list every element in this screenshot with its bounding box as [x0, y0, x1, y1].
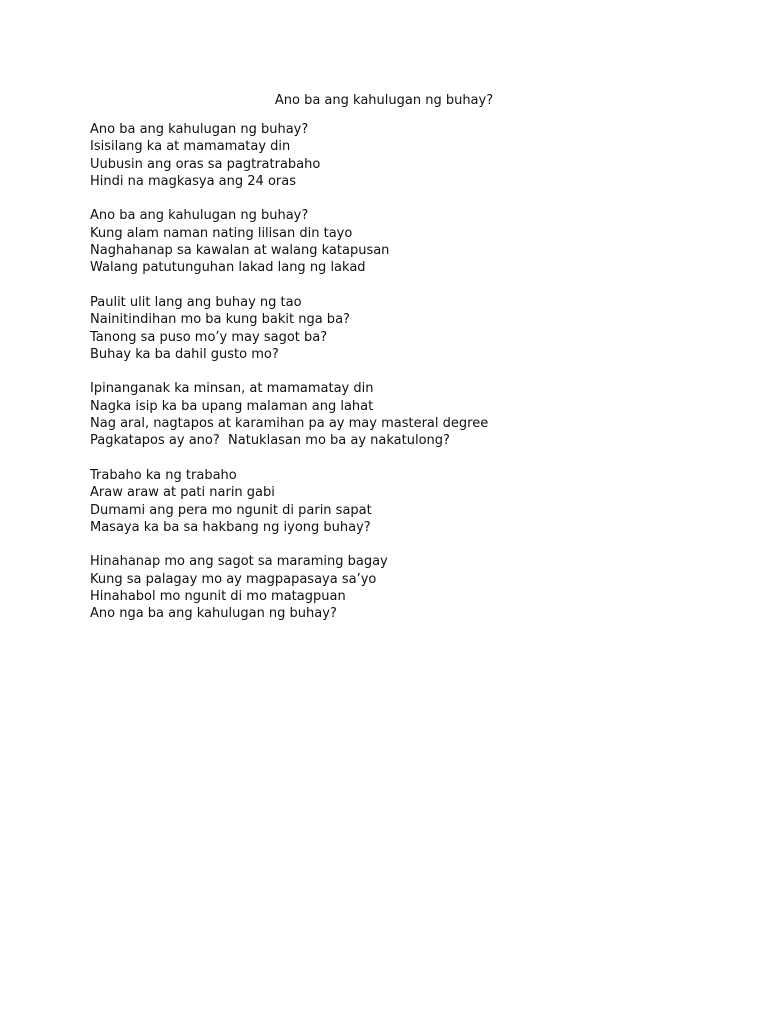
document-title: Ano ba ang kahulugan ng buhay?: [274, 93, 494, 108]
poem-line: Masaya ka ba sa hakbang ng iyong buhay?: [90, 519, 371, 535]
poem-line: Trabaho ka ng trabaho: [90, 467, 237, 483]
poem-line: Nagka isip ka ba upang malaman ang lahat: [90, 398, 374, 414]
poem-line: Isisilang ka at mamamatay din: [90, 139, 291, 155]
poem-line: Hinahabol mo ngunit di mo matagpuan: [90, 589, 346, 605]
poem-line: Hinahanap mo ang sagot sa maraming bagay: [90, 554, 388, 570]
poem-line: Kung alam naman nating lilisan din tayo: [90, 225, 353, 241]
poem-line: Ano ba ang kahulugan ng buhay?: [90, 122, 309, 137]
stanza-2: [90, 207, 730, 276]
poem-line: Ano ba ang kahulugan ng buhay?: [90, 208, 309, 224]
poem-body: [90, 121, 730, 640]
poem-line: Pagkatapos ay ano? Natuklasan mo ba ay nakatulong?: [90, 433, 450, 449]
stanza-5: [90, 467, 730, 536]
stanza-6: [90, 553, 730, 622]
stanza-1: [90, 121, 730, 190]
poem-line: Naghahanap sa kawalan at walang katapusan: [90, 243, 390, 259]
poem-line: Araw araw at pati narin gabi: [90, 485, 275, 501]
poem-line: Buhay ka ba dahil gusto mo?: [90, 346, 279, 362]
poem-line: Kung sa palagay mo ay magpapasaya sa’yo: [90, 571, 377, 587]
stanza-4: [90, 380, 730, 449]
poem-line: Ano nga ba ang kahulugan ng buhay?: [90, 606, 337, 622]
poem-line: Hindi na magkasya ang 24 oras: [90, 173, 296, 189]
poem-line: Ipinanganak ka minsan, at mamamatay din: [90, 381, 374, 397]
poem-line: Nainitindihan mo ba kung bakit nga ba?: [90, 312, 350, 328]
poem-line: Tanong sa puso mo’y may sagot ba?: [90, 329, 328, 345]
poem-line: Dumami ang pera mo ngunit di parin sapat: [90, 502, 372, 518]
poem-line: Nag aral, nagtapos at karamihan pa ay may masteral degree: [90, 416, 489, 432]
poem-line: Uubusin ang oras sa pagtratrabaho: [90, 156, 321, 172]
poem-line: Walang patutunguhan lakad lang ng lakad: [90, 260, 366, 276]
stanza-3: [90, 294, 730, 363]
poem-line: Paulit ulit lang ang buhay ng tao: [90, 294, 302, 310]
